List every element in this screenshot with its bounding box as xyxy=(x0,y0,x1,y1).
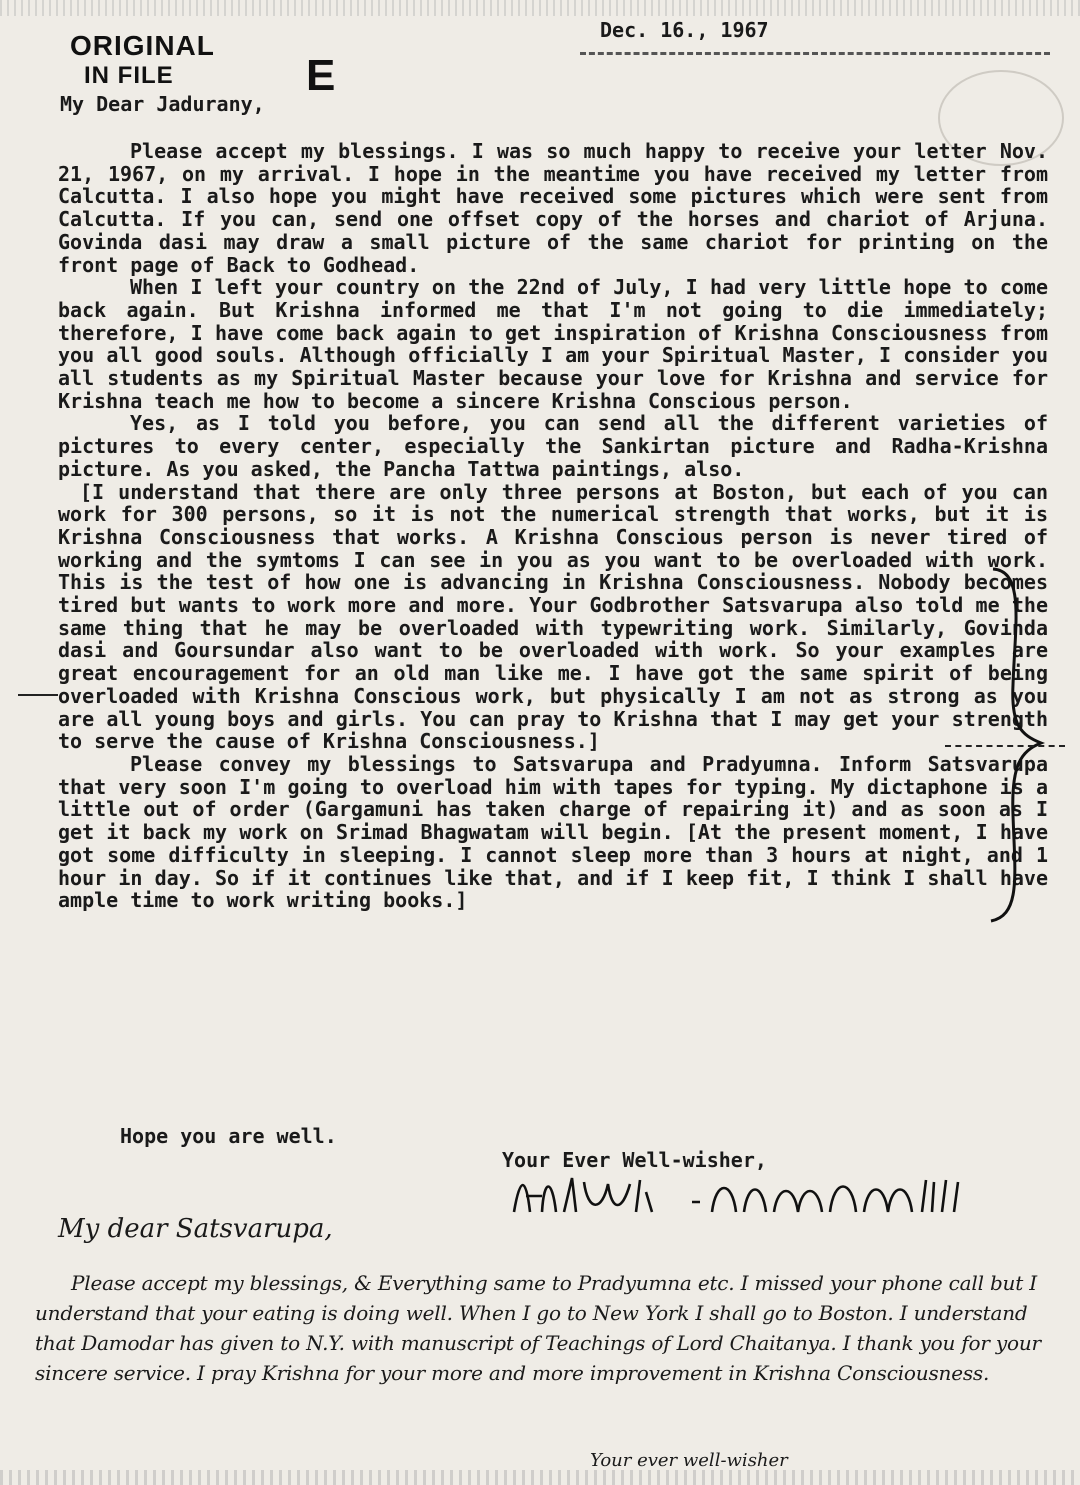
handwritten-salutation: My dear Satsvarupa, xyxy=(58,1214,333,1244)
margin-tick-left xyxy=(18,694,58,696)
paragraph-1: Please accept my blessings. I was so much happy to receive your letter Nov. 21, 1967, on my arrival. I hope in the meantime you have received my letter from Calcutta. I also hope you might have received some pictures which were sent from Calcutta. If you can, send one offset copy of the horses and chariot of Arjuna. Govinda dasi may draw a small picture of the same chariot for printing on the front page of Back to Godhead. xyxy=(58,139,1048,277)
paragraph-2: When I left your country on the 22nd of July, I had very little hope to come back again. But Krishna informed me that I'm not going to die immediately; therefore, I have come back again to get inspiration of Krishna Consciousness from you all good souls. Although officially I am your Spiritual Master, I consider you all students as my Spiritual Master because your love for Krishna and service for Krishna teach me how to become a sincere Krishna Conscious person. xyxy=(58,275,1048,413)
paragraph-5: Please convey my blessings to Satsvarupa and Pradyumna. Inform Satsvarupa that very soon I'm going to overload him with tapes for typing. My dictaphone is a little out of order (Gargamuni has taken charge of repairing it) and as soon as I get it back my work on Srimad Bhagwatam will begin. [At the present moment, I have got some difficulty in sleeping. I cannot sleep more than 3 hours at night, and 1 hour in day. So if it continues like that, and if I keep fit, I think I shall have ample time to work writing books.] xyxy=(58,751,1048,913)
handwritten-postscript: Please accept my blessings, & Everything same to Pradyumna etc. I missed your phone call but I understand that your eating is doing well. When I go to New York I shall go to Boston. I understand that Damodar has given to N.Y. with manuscript of Teachings of Lord Chaitanya. I thank you for your sincere service. I pray Krishna for your more and more improvement in Krishna Consciousness. xyxy=(35,1271,1041,1385)
signature xyxy=(512,1172,972,1220)
stamp-mark: E xyxy=(306,51,336,100)
paragraph-4-bracketed: [I understand that there are only three persons at Boston, but each of you can work for 300 persons, so it is not the numerical strength that works, but it is Krishna Consciousness that works. A Krishna Conscious person is never tired of working and the symtoms I can see in you as you want to be overloaded with work. This is the test of how one is advancing in Krishna Consciousness. Nobody becomes tired but wants to work more and more. Your Godbrother Satsvarupa also told me the same thing that he may be overloaded with typewriting work. Similarly, Govinda dasi and Goursundar also want to be overloaded with work. So your examples are great encouragement for an old man like me. I have got the same spirit of being overloaded with Krishna Conscious work, but physically I am not as strong as you are all young boys and girls. You can pray to Krishna that I may get your strength to serve the cause of Krishna Consciousness.] xyxy=(58,479,1048,754)
handwritten-signoff: Your ever well-wisher xyxy=(590,1450,788,1471)
dashed-rule xyxy=(580,52,1050,65)
salutation: My Dear Jadurany, xyxy=(60,92,265,116)
stamp-line-1: ORIGINAL xyxy=(70,30,215,61)
letter-date: Dec. 16., 1967 xyxy=(600,18,769,42)
stamp-line-2: IN FILE xyxy=(84,62,174,89)
paragraph-3: Yes, as I told you before, you can send all the different varieties of pictures to every center, especially the Sankirtan picture and Radha-Krishna picture. As you asked, the Pancha Tattwa paintings, also. xyxy=(58,411,1048,481)
scan-noise-bottom xyxy=(0,1470,1080,1485)
well-wisher-line: Your Ever Well-wisher, xyxy=(502,1148,767,1172)
margin-tick-right xyxy=(945,745,1065,747)
original-in-file-stamp xyxy=(70,28,336,100)
scan-noise-top xyxy=(0,0,1080,16)
letter-body xyxy=(58,140,1048,912)
closing-line: Hope you are well. xyxy=(120,1124,337,1148)
